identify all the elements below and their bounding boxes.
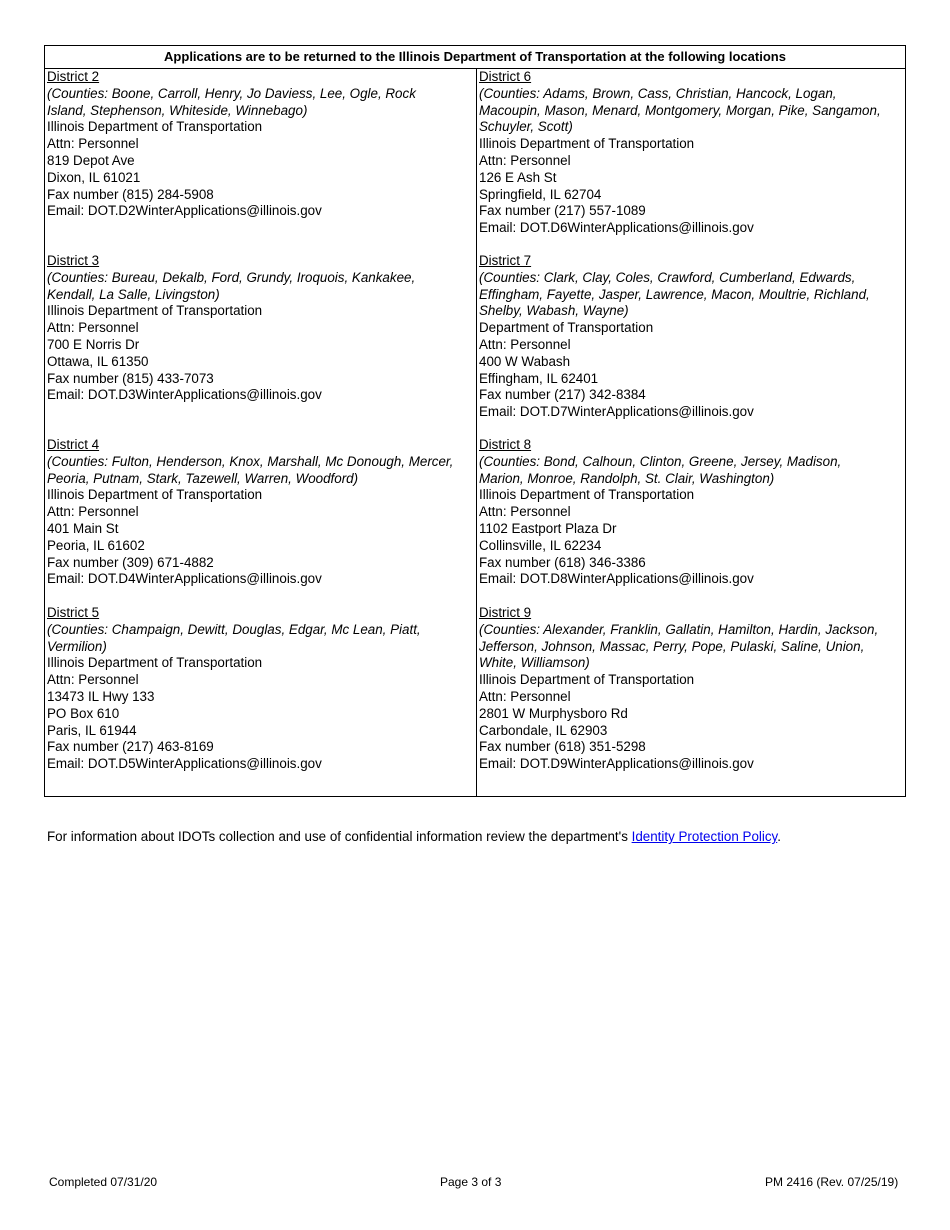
district-title: District 2 [47,69,100,84]
district-address-line: Ottawa, IL 61350 [47,353,149,369]
district-address-line: 13473 IL Hwy 133 [47,688,155,704]
district-address-line: Fax number (618) 351-5298 [479,739,646,755]
district-address-line: Fax number (217) 463-8169 [47,739,214,755]
right-column [477,69,905,796]
district-address-line: Fax number (309) 671-4882 [47,554,214,570]
district-counties-line: (Counties: Champaign, Dewitt, Douglas, Edgar, Mc Lean, Piatt, [47,621,421,637]
district-address-line: Effingham, IL 62401 [479,370,599,386]
district-address-line: Email: DOT.D4WinterApplications@illinois.gov [47,571,322,587]
district-counties-line: Effingham, Fayette, Jasper, Lawrence, Macon, Moultrie, Richland, [479,286,870,302]
district-address-line: Attn: Personnel [47,672,139,688]
district-counties-line: (Counties: Boone, Carroll, Henry, Jo Daviess, Lee, Ogle, Rock [47,85,416,101]
district-address-line: Carbondale, IL 62903 [479,722,608,738]
district-title: District 4 [47,437,100,452]
district-3-block [47,253,474,404]
district-address-line: Collinsville, IL 62234 [479,537,602,553]
district-counties-line: Schuyler, Scott) [479,119,573,135]
district-address-line: 2801 W Murphysboro Rd [479,705,628,721]
privacy-notice [47,828,781,845]
district-address-line: 700 E Norris Dr [47,336,140,352]
district-counties-line: (Counties: Bond, Calhoun, Clinton, Greene, Jersey, Madison, [479,453,842,469]
table-header: Applications are to be returned to the Illinois Department of Transportation at the following locations [45,46,905,69]
district-address-line: Illinois Department of Transportation [47,487,263,503]
district-counties-line: (Counties: Fulton, Henderson, Knox, Marshall, Mc Donough, Mercer, [47,453,454,469]
district-address-line: Email: DOT.D9WinterApplications@illinois.gov [479,756,754,772]
district-address-line: Attn: Personnel [47,320,139,336]
district-counties-line: (Counties: Bureau, Dekalb, Ford, Grundy, Iroquois, Kankakee, [47,269,416,285]
district-counties-line: (Counties: Adams, Brown, Cass, Christian, Hancock, Logan, [479,85,837,101]
district-address-line: Attn: Personnel [47,504,139,520]
identity-protection-policy-link[interactable]: Identity Protection Policy [631,829,778,844]
district-address-line: 819 Depot Ave [47,152,135,168]
district-address-line: Illinois Department of Transportation [479,487,695,503]
district-counties-line: Macoupin, Mason, Menard, Montgomery, Morgan, Pike, Sangamon, [479,102,881,118]
district-address-line: Paris, IL 61944 [47,722,137,738]
district-address-line: Email: DOT.D2WinterApplications@illinois.gov [47,203,322,219]
district-address-line: 1102 Eastport Plaza Dr [479,520,617,536]
footer-form-id: PM 2416 (Rev. 07/25/19) [765,1175,899,1189]
district-counties-line: Shelby, Wabash, Wayne) [479,303,629,319]
district-address-line: Email: DOT.D7WinterApplications@illinois.gov [479,404,754,420]
district-address-line: Illinois Department of Transportation [479,672,695,688]
district-7-block [479,253,903,421]
district-address-line: Attn: Personnel [479,504,571,520]
district-address-line: Illinois Department of Transportation [47,655,263,671]
district-counties-line: (Counties: Alexander, Franklin, Gallatin, Hamilton, Hardin, Jackson, [479,621,879,637]
district-9-block [479,605,903,773]
left-column [45,69,477,796]
district-address-line: Attn: Personnel [479,688,571,704]
district-address-line: Fax number (815) 284-5908 [47,186,214,202]
footer-page-number: Page 3 of 3 [440,1175,502,1189]
district-address-line: Peoria, IL 61602 [47,537,145,553]
district-title: District 5 [47,605,100,620]
district-locations-table [44,45,906,797]
district-5-block [47,605,474,773]
district-address-line: Email: DOT.D5WinterApplications@illinois.gov [47,756,322,772]
district-address-line: Illinois Department of Transportation [479,136,695,152]
footer-completed-date: Completed 07/31/20 [49,1175,158,1189]
district-address-line: Illinois Department of Transportation [47,303,263,319]
district-counties-line: Marion, Monroe, Randolph, St. Clair, Washington) [479,470,775,486]
district-address-line: Email: DOT.D6WinterApplications@illinois.gov [479,220,754,236]
district-address-line: Dixon, IL 61021 [47,169,141,185]
district-6-block [479,69,903,237]
district-address-line: Fax number (217) 557-1089 [479,203,646,219]
district-counties-line: Island, Stephenson, Whiteside, Winnebago) [47,102,308,118]
district-counties-line: (Counties: Clark, Clay, Coles, Crawford, Cumberland, Edwards, [479,269,856,285]
district-address-line: Attn: Personnel [479,152,571,168]
district-address-line: Department of Transportation [479,320,654,336]
district-address-line: 401 Main St [47,520,119,536]
district-address-line: Attn: Personnel [479,336,571,352]
district-title: District 7 [479,253,532,268]
district-address-line: Fax number (618) 346-3386 [479,554,646,570]
district-address-line: 400 W Wabash [479,353,571,369]
district-address-line: PO Box 610 [47,705,120,721]
district-title: District 3 [47,253,100,268]
district-counties-line: Jefferson, Johnson, Massac, Perry, Pope, Pulaski, Saline, Union, [479,638,865,654]
district-address-line: Fax number (815) 433-7073 [47,370,214,386]
district-counties-line: Kendall, La Salle, Livingston) [47,286,220,302]
privacy-text-end: . [777,829,781,844]
district-address-line: Springfield, IL 62704 [479,186,602,202]
district-8-block [479,437,903,588]
district-counties-line: Vermilion) [47,638,107,654]
district-title: District 6 [479,69,532,84]
district-address-line: Attn: Personnel [47,136,139,152]
district-title: District 9 [479,605,532,620]
district-2-block [47,69,474,220]
district-title: District 8 [479,437,532,452]
district-address-line: Email: DOT.D3WinterApplications@illinois.gov [47,387,322,403]
district-4-block [47,437,474,588]
district-address-line: Email: DOT.D8WinterApplications@illinois.gov [479,571,754,587]
privacy-text: For information about IDOTs collection and use of confidential information review the department's [47,829,632,844]
district-counties-line: White, Williamson) [479,655,590,671]
district-address-line: 126 E Ash St [479,169,557,185]
district-address-line: Illinois Department of Transportation [47,119,263,135]
district-address-line: Fax number (217) 342-8384 [479,387,646,403]
district-counties-line: Peoria, Putnam, Stark, Tazewell, Warren, Woodford) [47,470,359,486]
